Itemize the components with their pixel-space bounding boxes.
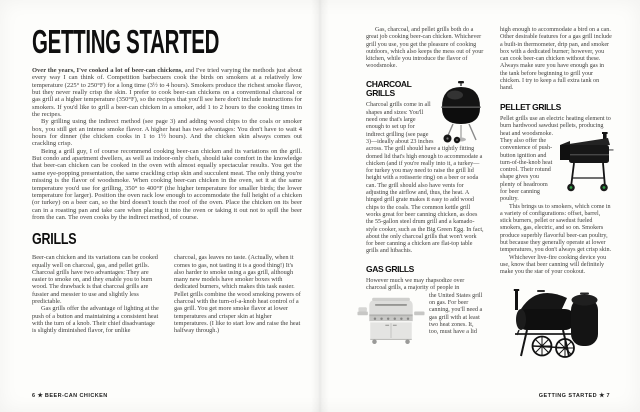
gas-grills-heading: GAS GRILLS	[366, 263, 414, 274]
right-page-columns	[366, 27, 626, 365]
gas-grill-image	[357, 294, 425, 346]
footer-left	[32, 392, 108, 399]
grills-col1-paragraph-1: Beer-can chicken and its variations can be cooked equally well on charcoal, gas, and pellet grills. Charcoal grills have two advantages: They are easier to smoke on, and they enable you to burn wood. The drawback is that charcoal grills are fussier and messier to use and slightly less predictable.	[32, 254, 158, 305]
pellet-grills-paragraph	[500, 116, 612, 204]
page-number-right: 7	[606, 393, 610, 399]
grills-col1-paragraph-2: Gas grills offer the advantage of lighting at the push of a button and maintaining a consistent heat with the turn of a knob. Their chief disadvantage is slightly diminished flavor, for unlike	[32, 305, 159, 335]
gas-grills-paragraph-start: However much we may rhapsodize over charcoal grills, a majority of people in	[366, 278, 465, 292]
page-title: GETTING STARTED	[32, 23, 220, 60]
charcoal-grills-heading: CHARCOAL GRILLS	[366, 78, 412, 99]
lead-in-text: Over the years, I've cooked a lot of beer-can chickens,	[32, 67, 183, 74]
intro-paragraph-3: Being a grill guy, I of course recommend cooking beer-can chicken and its variations on the grill. But condo and apartment dwellers, as well as indoor-only chefs, should take comfort in the knowledge that beer-can chicken can be cooked in the oven with almost equally spectacular results. You get the same eye-popping presentation, the same crackling crisp skin and succulent meat. The only thing you're missing is the flavor of woodsmoke. When cooking beer-can chicken in the oven, set it at the same temperature you'd use for grilling, 350° to 400°F (the higher temperature for smaller birds; the lower temperature for larger). Position the oven rack low enough to accommodate the full height of a chicken (or turkey) on a beer can, so the bird doesn't touch the roof of the oven. Place the chicken on its beer can in a roasting pan and take care when placing it into the oven or taking it out not to spill the beer from the can. The oven cooks by the indirect method, of course.	[32, 147, 303, 221]
page-right	[320, 0, 640, 412]
footer-right	[539, 392, 610, 399]
running-title-right: GETTING STARTED	[538, 393, 598, 399]
charcoal-grills-paragraph: Charcoal grills come in all shapes and sizes: You'll need one that's large enough to set up for indirect grilling (see page 3)—ideally about 23 inches across. The grill should have a tightly fitting domed lid that's high enough to accommodate a chicken (and if you're really into it, a turkey—for turkey you may need to raise the grill lid height with a rotisserie ring) on a beer or soda can. The grill should also have vents for adjusting the airflow and, thus, the heat. A hinged grill grate makes it easy to add wood chips to the coals. The common kettle grill works great for beer canning chicken, as does the 55-gallon steel drum grill and a kamado-style cooker, such as the Big Green Egg. In fact, about the only charcoal grills that won't work for beer canning a chicken are flat-top table grills and hibachis.	[366, 102, 484, 255]
pellet-grills-heading: PELLET GRILLS	[500, 101, 561, 112]
intro-section	[32, 67, 302, 221]
star-icon: ★	[37, 392, 43, 399]
gas-grills-wrap-block	[366, 293, 484, 347]
pellet-text-wrap: pellets, producing heat and woodsmoke. They also offer the convenience of push-button ignition and turn-of-the-knob heat control. Their rotund shape gives you plenty of headroom for beer canning poultry.	[500, 123, 604, 203]
closing-paragraph: Whichever live-fire cooking device you use, know that beer canning will definitely make you the star of your cookout.	[500, 254, 607, 276]
smoker-image-block	[500, 282, 612, 365]
right-column-2	[500, 27, 612, 365]
grills-section-heading: GRILLS	[32, 231, 77, 249]
grills-column-2	[174, 254, 301, 334]
grills-columns	[32, 254, 302, 334]
paragraph-text: and I've tried varying the methods just about every way I can think of. Competition barbecuers cook the birds on smokers at a relatively low temperature (225° to 250°F) for a long time (3½ to 4 hours). Smokers produce the richest smoke flavor, but they never really crisp the skin. I prefer to cook beer-can chickens on a conventional charcoal or gas grill at a higher temperature (350°F), so the recipes that you'll see here don't include instructions for smokers. If you'd like to grill a beer-can chicken in a smoker, add 1 to 2 hours to the cooking times in the recipes.	[32, 67, 302, 119]
gas-grills-continued-paragraph: high enough to accommodate a bird on a can. Other desirable features for a gas grill include a built-in thermometer, drip pan, and smoker box with a dedicated burner; however, you can cook beer-can chicken without these. Always make sure you have enough gas in the tank before beginning to grill your chicken. I try to keep a full extra tank on hand.	[500, 27, 612, 92]
kettle-grill-image	[438, 80, 484, 144]
pellet-text-start: Pellet grills use an electric heating element to burn hardwood sawdust	[500, 116, 611, 130]
offset-smoker-image	[509, 282, 603, 360]
grills-column-1	[32, 254, 159, 334]
grills-col2-paragraph-1: charcoal, gas leaves no taste. (Actually, when it comes to gas, not tasting it is a good thing!) It's also harder to smoke using a gas grill, although many new models have smoker boxes with dedicated burners, which makes this task easier. Pellet grills combine the wood smoking powers of charcoal with the turn-of-a-knob heat control of a gas grill. You get more smoke flavor at lower temperatures and crisper skin at higher temperatures. (I like to start low and raise the heat halfway through.)	[174, 254, 301, 335]
right-intro-paragraph: Gas, charcoal, and pellet grills both do a great job cooking beer-can chicken. Whichever grill you use, you get the pleasure of cooking outdoors, which also keeps the mess out of your kitchen, while you introduce the flavor of woodsmoke.	[366, 27, 484, 70]
intro-paragraph-2: By grilling using the indirect method (see page 3) and adding wood chips to the coals or smoker box, you still get an intense smoke flavor. A higher heat has two advantages: You don't have to wait 4 hours for dinner (the chicken cooks in 1 to 1½ hours). And the chicken skin always comes out crackling crisp.	[32, 118, 302, 148]
running-title-left: BEER-CAN CHICKEN	[44, 393, 108, 399]
smokers-paragraph: This brings us to smokers, which come in a variety of configurations: offset, barrel, stick burners, pellet or sawdust fueled smokers, gas, electric, and so on. Smokers produce superbly flavorful beer-can poultry, but because they generally operate at lower temperatures, you don't always get crisp skin.	[500, 203, 612, 254]
intro-paragraph-1	[32, 67, 302, 118]
gas-grills-paragraph-wrap: the United States grill on gas. For beer canning, you'll need a gas grill with at least two heat zones. It, too, must have a lid	[429, 292, 483, 336]
star-icon: ★	[599, 392, 605, 399]
charcoal-grills-section	[366, 80, 484, 256]
pellet-grill-image	[558, 132, 614, 192]
page-number-left: 6	[32, 393, 36, 399]
right-column-1	[366, 27, 484, 365]
